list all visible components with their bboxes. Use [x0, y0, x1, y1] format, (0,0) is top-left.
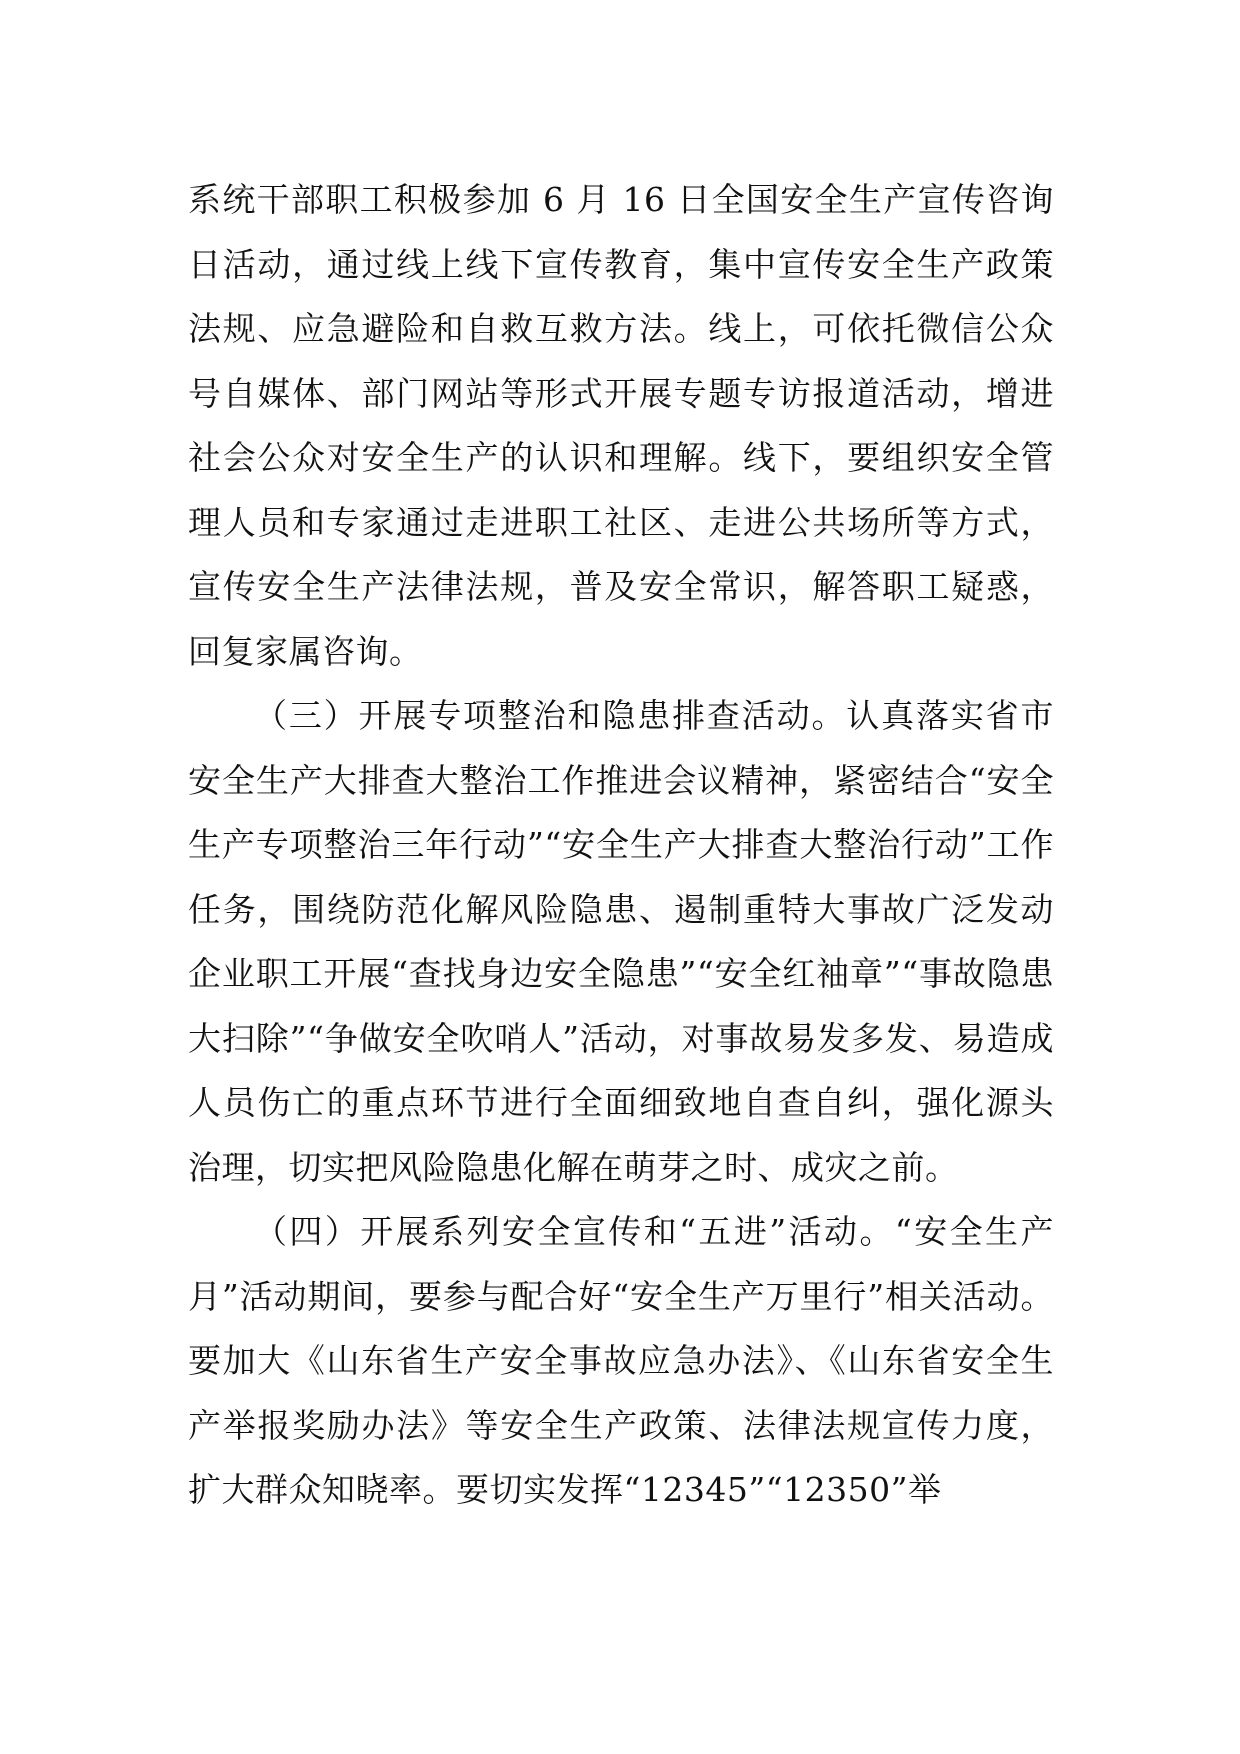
document-body [188, 168, 1054, 1523]
paragraph-continuation: 系统干部职工积极参加 6 月 16 日全国安全生产宣传咨询日活动，通过线上线下宣传教育，集中宣传安全生产政策法规、应急避险和自救互救方法。线上，可依托微信公众号自媒体、部门网站等形式开展专题专访报道活动，增进社会公众对安全生产的认识和理解。线下，要组织安全管理人员和专家通过走进职工社区、走进公共场所等方式，宣传安全生产法律法规，普及安全常识，解答职工疑惑，回复家属咨询。 [188, 180, 1054, 671]
paragraph-section-three: （三）开展专项整治和隐患排查活动。认真落实省市安全生产大排查大整治工作推进会议精神，紧密结合“安全生产专项整治三年行动”“安全生产大排查大整治行动”工作任务，围绕防范化解风险隐患、遏制重特大事故广泛发动企业职工开展“查找身边安全隐患”“安全红袖章”“事故隐患大扫除”“争做安全吹哨人”活动，对事故易发多发、易造成人员伤亡的重点环节进行全面细致地自查自纠，强化源头治理，切实把风险隐患化解在萌芽之时、成灾之前。 [188, 696, 1054, 1187]
paragraph-section-four: （四）开展系列安全宣传和“五进”活动。“安全生产月”活动期间，要参与配合好“安全生产万里行”相关活动。要加大《山东省生产安全事故应急办法》、《山东省安全生产举报奖励办法》等安全生产政策、法律法规宣传力度，扩大群众知晓率。要切实发挥“12345”“12350”举 [188, 1212, 1054, 1509]
